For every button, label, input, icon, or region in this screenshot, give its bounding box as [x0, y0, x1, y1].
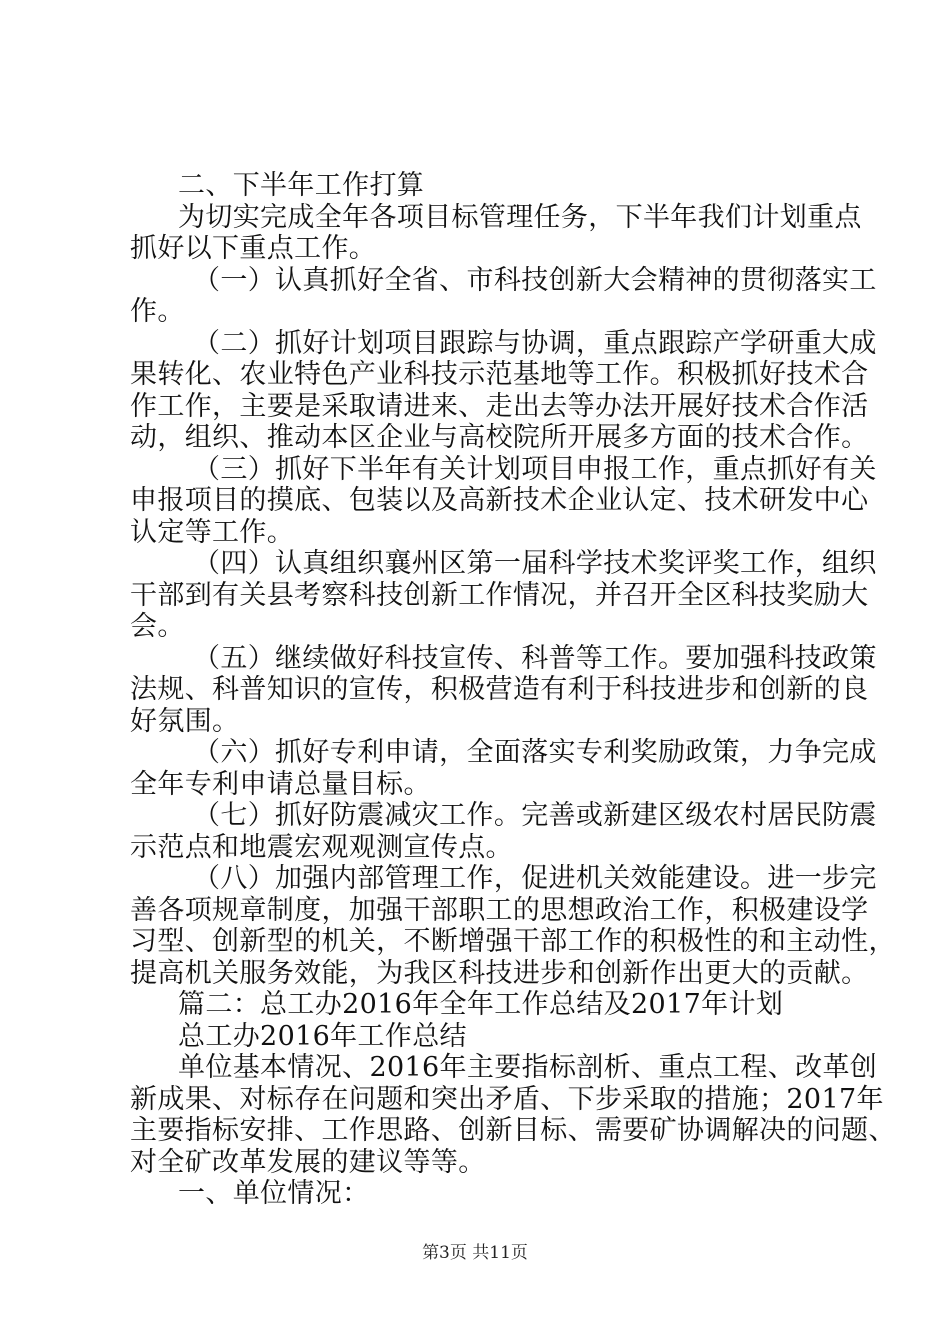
text-line: （四）认真组织襄州区第一届科学技术奖评奖工作，组织 [193, 548, 877, 579]
text-line: 作。 [130, 296, 185, 327]
text-line: 习型、创新型的机关，不断增强干部工作的积极性的和主动性， [130, 926, 896, 957]
text-line: 果转化、农业特色产业科技示范基地等工作。积极抓好技术合 [130, 359, 869, 390]
document-body [130, 170, 896, 1210]
text-line: 干部到有关县考察科技创新工作情况，并召开全区科技奖励大 [130, 579, 869, 611]
text-line: （七）抓好防震减灾工作。完善或新建区级农村居民防震 [193, 800, 877, 831]
text-line: 抓好以下重点工作。 [130, 233, 377, 264]
text-line: （二）抓好计划项目跟踪与协调，重点跟踪产学研重大成 [193, 327, 877, 359]
text-line: 主要指标安排、工作思路、创新目标、需要矿协调解决的问题、 [130, 1115, 896, 1146]
text-line: 动，组织、推动本区企业与高校院所开展多方面的技术合作。 [130, 422, 869, 453]
text-line: 为切实完成全年各项目标管理任务，下半年我们计划重点 [178, 201, 862, 233]
text-line: 一、单位情况： [178, 1178, 370, 1209]
text-line: 总工办2016年工作总结 [178, 1020, 467, 1052]
text-line: 提高机关服务效能，为我区科技进步和创新作出更大的贡献。 [130, 957, 869, 989]
text-line: 新成果、对标存在问题和突出矛盾、下步采取的措施；2017年 [130, 1083, 884, 1115]
text-line: 单位基本情况、2016年主要指标剖析、重点工程、改革创 [178, 1052, 878, 1083]
text-line: 对全矿改革发展的建议等等。 [130, 1146, 486, 1178]
text-line: 作工作，主要是采取请进来、走出去等办法开展好技术合作活 [130, 390, 869, 422]
text-line: 二、下半年工作打算 [178, 170, 425, 201]
text-line: （三）抓好下半年有关计划项目申报工作，重点抓好有关 [193, 453, 877, 485]
text-line: 篇二：总工办2016年全年工作总结及2017年计划 [178, 989, 784, 1020]
text-line: 会。 [130, 611, 185, 642]
text-line: （八）加强内部管理工作，促进机关效能建设。进一步完 [193, 863, 877, 894]
text-line: 认定等工作。 [130, 516, 295, 548]
text-line: （五）继续做好科技宣传、科普等工作。要加强科技政策 [193, 642, 877, 674]
text-line: 全年专利申请总量目标。 [130, 768, 431, 800]
page-footer: 第3页 共11页 [422, 1243, 528, 1263]
text-line: （一）认真抓好全省、市科技创新大会精神的贯彻落实工 [193, 264, 877, 296]
text-line: 申报项目的摸底、包装以及高新技术企业认定、技术研发中心 [130, 485, 869, 516]
text-line: 法规、科普知识的宣传，积极营造有利于科技进步和创新的良 [130, 674, 869, 705]
text-line: （六）抓好专利申请，全面落实专利奖励政策，力争完成 [193, 737, 877, 768]
text-line: 示范点和地震宏观观测宣传点。 [130, 831, 513, 863]
text-line: 善各项规章制度，加强干部职工的思想政治工作，积极建设学 [130, 894, 869, 926]
text-line: 好氛围。 [130, 705, 240, 737]
